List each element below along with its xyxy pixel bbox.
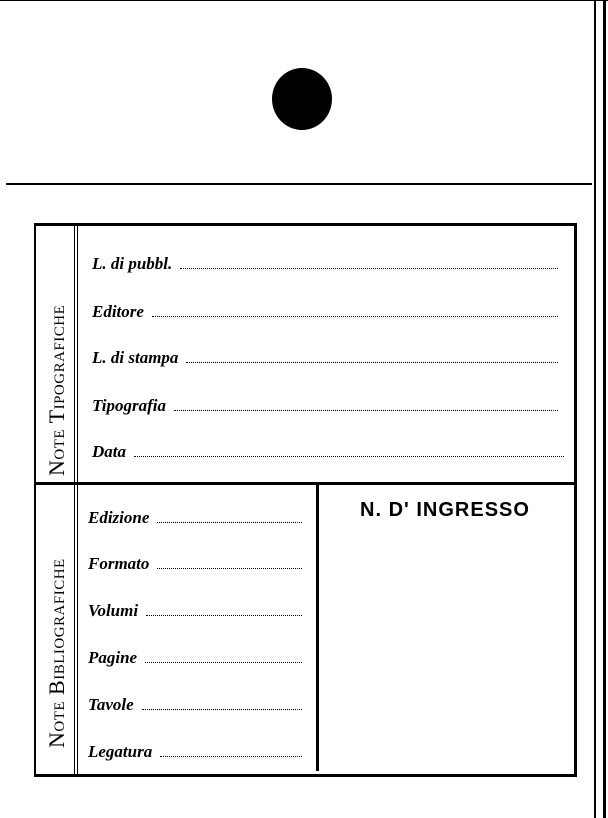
field-label: Volumi	[88, 601, 139, 620]
field-blank-line[interactable]	[145, 662, 302, 663]
page-edge-right-outer	[603, 0, 606, 818]
field-blank-line[interactable]	[146, 615, 302, 616]
field-luogo-pubblicazione	[92, 250, 558, 274]
tab-fold-line	[6, 183, 592, 185]
field-label: Data	[92, 442, 126, 461]
numero-ingresso-label: N. D' INGRESSO	[360, 499, 530, 521]
section-divider	[36, 482, 574, 485]
field-legatura	[88, 738, 302, 762]
field-tipografia	[92, 392, 558, 416]
field-editore	[92, 298, 558, 322]
field-label: Edizione	[88, 508, 150, 527]
field-formato	[88, 550, 302, 574]
section-rule-tipografiche	[74, 226, 78, 482]
field-label: Editore	[92, 302, 144, 321]
field-label: Formato	[88, 554, 150, 573]
section-label-tipografiche: Note Tipografiche	[44, 304, 69, 476]
field-blank-line[interactable]	[174, 410, 558, 411]
field-label: Legatura	[88, 742, 153, 761]
catalog-card	[34, 223, 577, 777]
field-blank-line[interactable]	[160, 756, 302, 757]
field-tavole	[88, 691, 302, 715]
field-label: Pagine	[88, 648, 138, 667]
section-label-bibliografiche: Note Bibliografiche	[44, 558, 69, 748]
field-data	[92, 438, 564, 462]
field-blank-line[interactable]	[186, 362, 558, 363]
page-edge-top	[0, 0, 608, 3]
field-edizione	[88, 504, 302, 528]
page-edge-right	[594, 0, 596, 818]
field-blank-line[interactable]	[157, 568, 302, 569]
field-label: Tipografia	[92, 396, 166, 415]
punch-hole	[272, 68, 332, 130]
field-blank-line[interactable]	[157, 522, 302, 523]
field-blank-line[interactable]	[142, 709, 302, 710]
column-divider	[316, 485, 319, 771]
field-pagine	[88, 644, 302, 668]
field-label: Tavole	[88, 695, 134, 714]
section-rule-bibliografiche	[74, 485, 78, 774]
field-label: L. di pubbl.	[92, 254, 173, 273]
field-blank-line[interactable]	[180, 268, 558, 269]
field-label: L. di stampa	[92, 348, 179, 367]
field-blank-line[interactable]	[134, 456, 564, 457]
field-blank-line[interactable]	[152, 316, 558, 317]
field-luogo-stampa	[92, 344, 558, 368]
field-volumi	[88, 597, 302, 621]
